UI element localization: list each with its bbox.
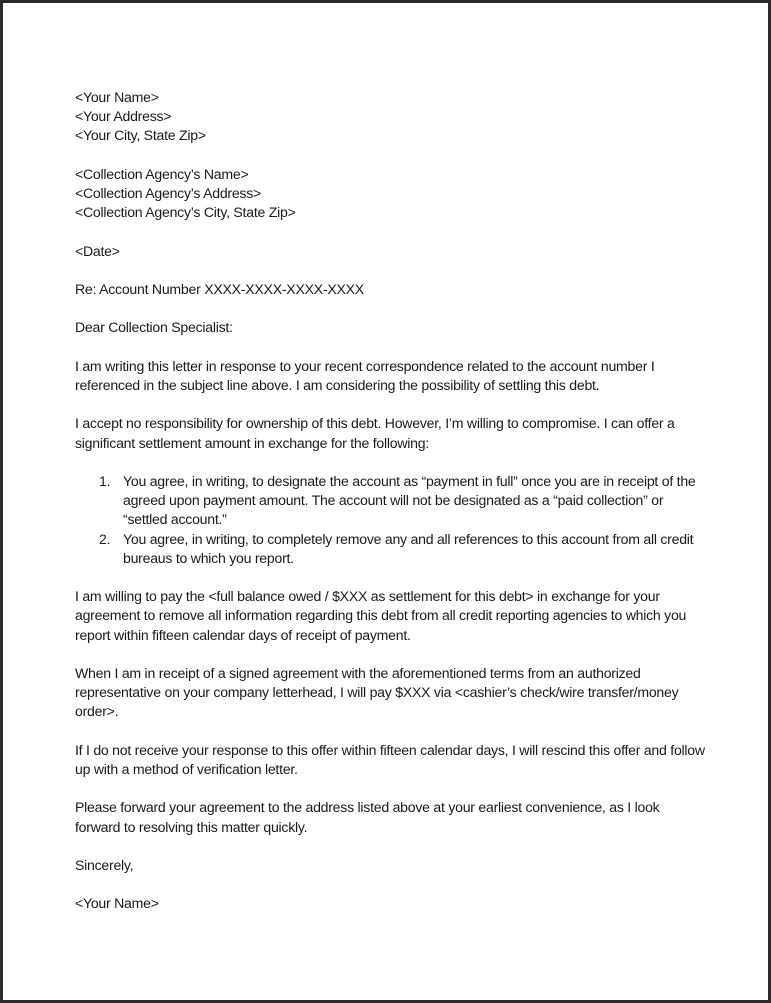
recipient-address: <Collection Agency’s Address> <box>75 185 262 201</box>
sender-address-block <box>75 88 705 146</box>
letter-date: <Date> <box>75 242 120 259</box>
document-page <box>3 3 768 1000</box>
list-item-text: You agree, in writing, to designate the account as “payment in full” once you are in receipt of the agreed upon payment amount. The account will not be designated as a “paid collection” or “settled account.” <box>123 472 696 528</box>
intro-paragraph: I am writing this letter in response to your recent correspondence related to the account number I referenced in the subject line above. I am considering the possibility of settling this debt. <box>75 357 655 393</box>
deadline-paragraph: If I do not receive your response to this offer within fifteen calendar days, I will rescind this offer and follow up with a method of verification letter. <box>75 741 705 777</box>
recipient-city-state-zip: <Collection Agency’s City, State Zip> <box>75 204 296 221</box>
terms-list-item <box>75 472 705 530</box>
list-number: 2. <box>99 530 111 547</box>
terms-list <box>75 472 705 568</box>
salutation: Dear Collection Specialist: <box>75 319 233 336</box>
signature-name: <Your Name> <box>75 895 159 912</box>
list-number: 1. <box>99 472 111 489</box>
letter-body <box>75 88 705 933</box>
sender-name: <Your Name> <box>75 89 159 105</box>
terms-list-item <box>75 530 705 568</box>
sign-off: Sincerely, <box>75 856 134 873</box>
request-paragraph: Please forward your agreement to the address listed above at your earliest convenience, as I look forward to resolving this matter quickly. <box>75 799 660 835</box>
recipient-name: <Collection Agency’s Name> <box>75 165 249 182</box>
payment-method-paragraph: When I am in receipt of a signed agreement with the aforementioned terms from an authorized representative on your company letterhead, I will pay $XXX via <cashier’s check/wire transfer/money order>. <box>75 664 679 720</box>
sender-city-state-zip: <Your City, State Zip> <box>75 127 206 144</box>
recipient-address-block <box>75 165 705 223</box>
offer-paragraph: I accept no responsibility for ownership of this debt. However, I’m willing to compromise. I can offer a significant settlement amount in exchange for the following: <box>75 415 675 451</box>
payment-offer-paragraph: I am willing to pay the <full balance owed / $XXX as settlement for this debt> in exchange for your agreement to remove all information regarding this debt from all credit reporting agencies to which you report within fifteen calendar days of receipt of payment. <box>75 588 687 643</box>
subject-line: Re: Account Number XXXX-XXXX-XXXX-XXXX <box>75 280 364 297</box>
sender-address: <Your Address> <box>75 108 172 125</box>
list-item-text: You agree, in writing, to completely remove any and all references to this account from all credit bureaus to which you report. <box>123 530 694 566</box>
